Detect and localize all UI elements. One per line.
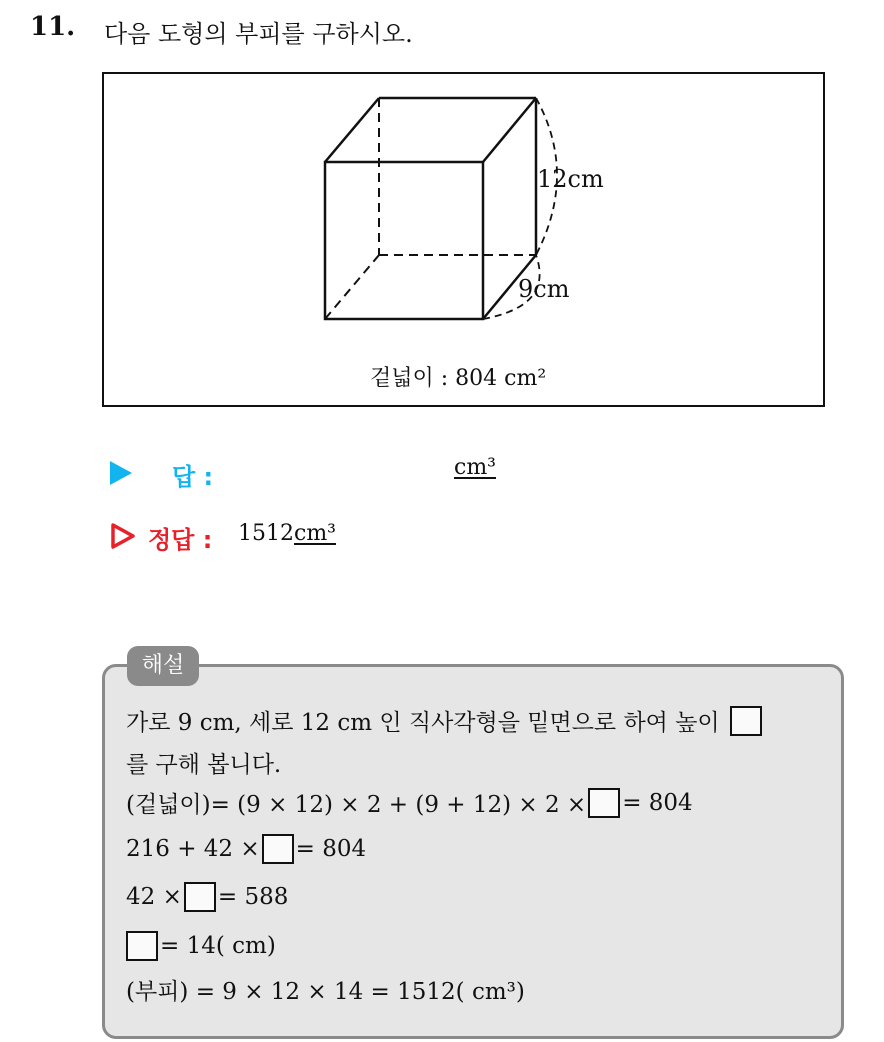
explanation-text-4a: 216 + 42 ×: [126, 836, 260, 862]
answer-row: [110, 455, 610, 489]
correct-label: 정답 :: [148, 526, 213, 554]
play-triangle-icon: [110, 461, 132, 485]
explanation-text-2: 를 구해 봅니다.: [126, 752, 282, 778]
explanation-line-1: [126, 704, 764, 737]
correct-answer-row: [110, 518, 610, 552]
explanation-line-4: [126, 834, 366, 864]
cuboid-figure: [104, 74, 827, 409]
answer-label: 답 :: [172, 463, 214, 491]
explanation-text-5b: = 588: [217, 884, 289, 910]
top-right-edge: [483, 98, 536, 162]
blank-box: [262, 834, 294, 864]
top-left-edge: [325, 98, 379, 162]
outline-triangle-icon: [110, 522, 136, 550]
correct-value: [238, 521, 336, 546]
explanation-line-2: [126, 746, 281, 779]
blank-box: [126, 931, 158, 961]
explanation-tab: 해설: [127, 646, 199, 686]
explanation-text-5a: 42 ×: [126, 884, 182, 910]
explanation-line-6: [126, 931, 276, 961]
blank-box: [588, 788, 620, 818]
blank-box: [730, 706, 762, 736]
blank-box: [184, 882, 216, 912]
figure-box: [102, 72, 825, 407]
explanation-text-7: (부피) = 9 × 12 × 14 = 1512( cm³): [126, 979, 525, 1005]
correct-unit: cm³: [294, 521, 337, 546]
explanation-line-7: [126, 973, 525, 1006]
question-text: 다음 도형의 부피를 구하시오.: [104, 20, 413, 48]
front-face: [325, 162, 483, 319]
question-number: 11.: [30, 12, 76, 42]
surface-area-label: 겉넓이 : 804 cm²: [370, 366, 547, 391]
explanation-line-5: [126, 882, 288, 912]
explanation-line-3: [126, 786, 693, 819]
correct-number: 1512: [238, 521, 294, 546]
explanation-text-4b: = 804: [295, 836, 367, 862]
explanation-text-3a: (겉넓이)= (9 × 12) × 2 + (9 + 12) × 2 ×: [126, 792, 587, 818]
hidden-depth-edge: [325, 255, 379, 319]
depth-label: 9cm: [518, 275, 570, 303]
answer-unit: cm³: [454, 455, 497, 480]
height-label: 12cm: [537, 165, 604, 193]
explanation-text-1: 가로 9 cm, 세로 12 cm 인 직사각형을 밑면으로 하여 높이: [126, 710, 720, 736]
explanation-text-6b: = 14( cm): [160, 933, 276, 959]
explanation-text-3b: = 804: [622, 789, 693, 816]
